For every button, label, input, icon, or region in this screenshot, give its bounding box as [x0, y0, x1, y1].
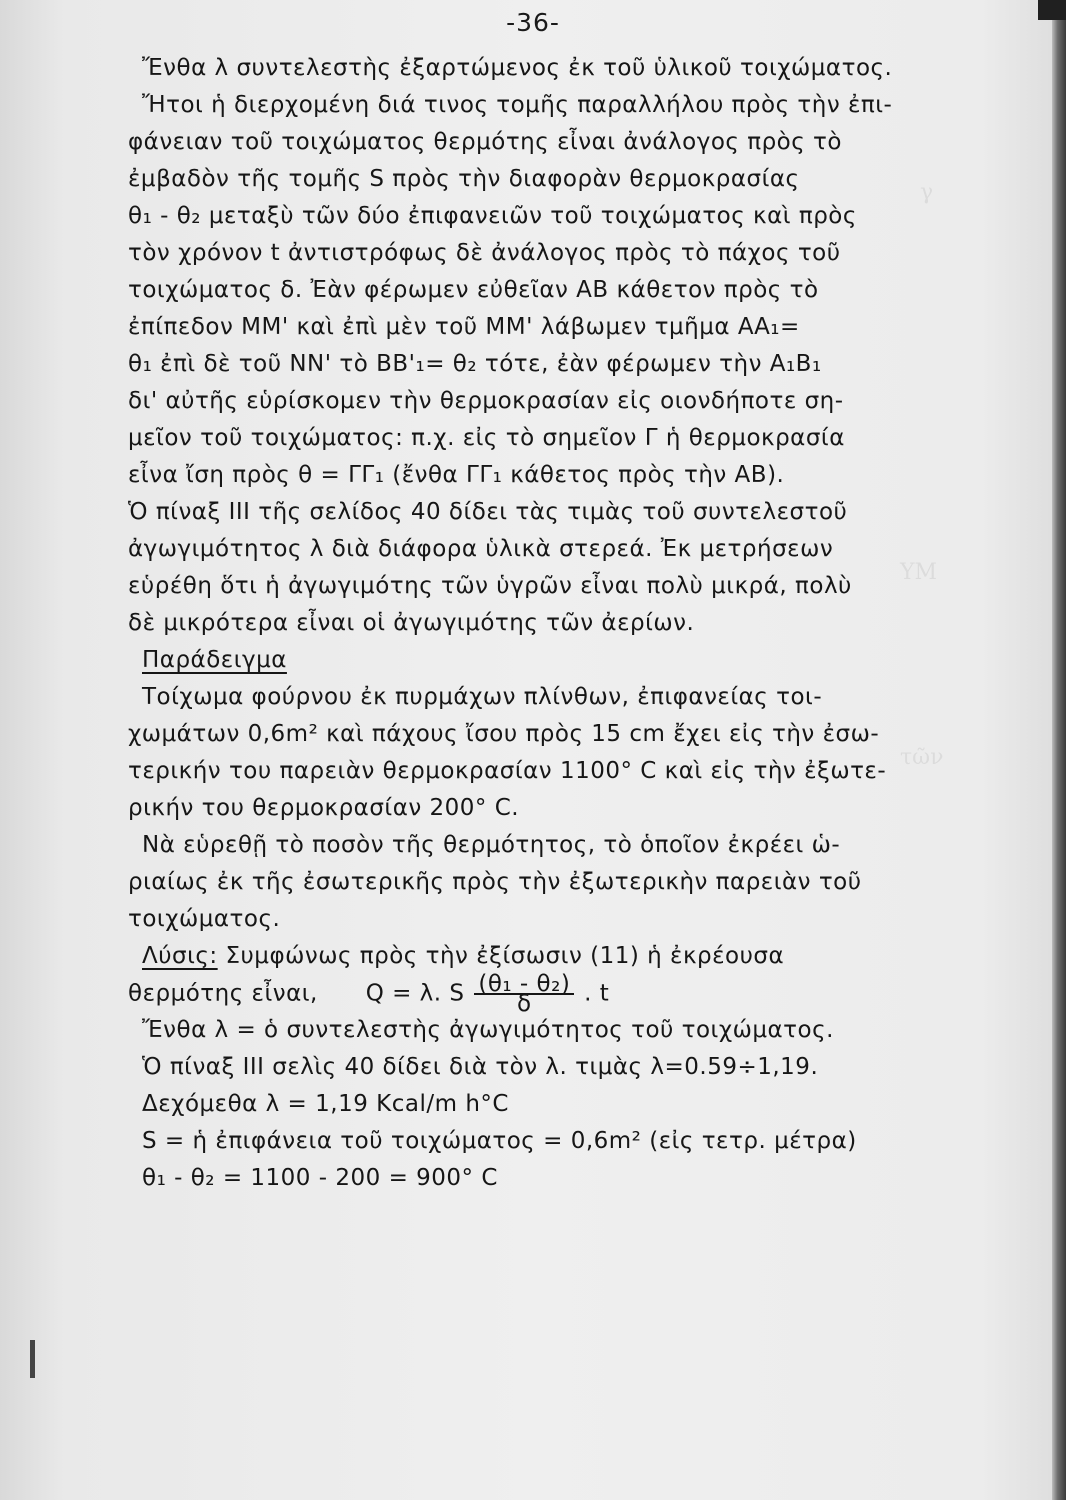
bleed-through: ΥΜ: [900, 560, 938, 585]
text-line: ἐπίπεδον ΜΜ' καὶ ἐπὶ μὲν τοῦ ΜΜ' λάβωμεν τμῆμα ΑΑ₁=: [128, 314, 800, 340]
text-line: Ἤτοι ἡ διερχομένη διά τινος τομῆς παραλλήλου πρὸς τὴν ἐπι-: [142, 92, 893, 118]
formula-denominator: δ: [517, 991, 532, 1017]
text-line: φάνειαν τοῦ τοιχώματος θερμότης εἶναι ἀνάλογος πρὸς τὸ: [128, 129, 842, 155]
bleed-through: τῶν: [900, 745, 944, 770]
solution-line: Δεχόμεθα λ = 1,19 Kcal/m h°C: [142, 1091, 509, 1117]
example-line: τερικήν του παρειὰν θερμοκρασίαν 1100° C καὶ εἰς τὴν ἐξωτε-: [128, 758, 887, 784]
page-right-edge: [1052, 0, 1066, 1500]
example-line: ριαίως ἐκ τῆς ἐσωτερικῆς πρὸς τὴν ἐξωτερικὴν παρειὰν τοῦ: [128, 869, 862, 895]
solution-intro: Συμφώνως πρὸς τὴν ἐξίσωσιν (11) ἡ ἐκρέουσα: [225, 943, 785, 969]
solution-label: Λύσις:: [142, 943, 218, 969]
example-line: Τοίχωμα φούρνου ἐκ πυρμάχων πλίνθων, ἐπιφανείας τοι-: [142, 684, 823, 710]
text-line: Ἔνθα λ συντελεστὴς ἐξαρτώμενος ἐκ τοῦ ὑλικοῦ τοιχώματος.: [142, 55, 893, 81]
solution-line: Ἔνθα λ = ὁ συντελεστὴς ἀγωγιμότητος τοῦ τοιχώματος.: [142, 1017, 834, 1043]
solution-line: θ₁ - θ₂ = 1100 - 200 = 900° C: [142, 1165, 498, 1191]
text-line: ἐμβαδὸν τῆς τομῆς S πρὸς τὴν διαφορὰν θερμοκρασίας: [128, 166, 800, 192]
text-line: δὲ μικρότερα εἶναι οἱ ἀγωγιμότης τῶν ἀερίων.: [128, 610, 695, 636]
heat-formula: [365, 971, 610, 1017]
example-line: ρικήν του θερμοκρασίαν 200° C.: [128, 795, 520, 821]
formula-right: . t: [584, 980, 610, 1007]
solution-line: S = ἡ ἐπιφάνεια τοῦ τοιχώματος = 0,6m² (εἰς τετρ. μέτρα): [142, 1128, 857, 1154]
text-line: θ₁ - θ₂ μεταξὺ τῶν δύο ἐπιφανειῶν τοῦ τοιχώματος καὶ πρὸς: [128, 203, 857, 229]
text-line: τοιχώματος δ. Ἐὰν φέρωμεν εὐθεῖαν ΑΒ κάθετον πρὸς τὸ: [128, 277, 819, 303]
text-line: τὸν χρόνον t ἀντιστρόφως δὲ ἀνάλογος πρὸς τὸ πάχος τοῦ: [128, 240, 841, 266]
text-line: εὑρέθη ὅτι ἡ ἀγωγιμότης τῶν ὑγρῶν εἶναι πολὺ μικρά, πολὺ: [128, 573, 852, 599]
bleed-through: γ: [920, 180, 934, 205]
text-line: εἶνα ἴση πρὸς θ = ΓΓ₁ (ἔνθα ΓΓ₁ κάθετος πρὸς τὴν ΑΒ).: [128, 462, 785, 488]
solution-formula-line: [128, 971, 1028, 1017]
formula-numerator: (θ₁ - θ₂): [474, 975, 574, 995]
handwritten-text-block: [128, 50, 1028, 1197]
margin-mark: [30, 1340, 35, 1378]
example-heading: Παράδειγμα: [142, 647, 287, 673]
formula-fraction: [474, 971, 574, 1017]
text-line: ἀγωγιμότητος λ διὰ διάφορα ὑλικὰ στερεά. Ἐκ μετρήσεων: [128, 536, 834, 562]
formula-left: Q = λ. S: [365, 980, 465, 1007]
text-line: θ₁ ἐπὶ δὲ τοῦ ΝΝ' τὸ ΒΒ'₁= θ₂ τότε, ἐὰν φέρωμεν τὴν Α₁Β₁: [128, 351, 822, 377]
example-line: τοιχώματος.: [128, 906, 281, 932]
solution-text: θερμότης εἶναι,: [128, 980, 318, 1007]
solution-intro-line: [128, 938, 1028, 975]
text-line: δι' αὐτῆς εὑρίσκομεν τὴν θερμοκρασίαν εἰς οιονδήποτε ση-: [128, 388, 844, 414]
text-line: μεῖον τοῦ τοιχώματος: π.χ. εἰς τὸ σημεῖον Γ ἡ θερμοκρασία: [128, 425, 845, 451]
example-line: χωμάτων 0,6m² καὶ πάχους ἴσου πρὸς 15 cm ἔχει εἰς τὴν ἐσω-: [128, 721, 880, 747]
example-line: Νὰ εὑρεθῇ τὸ ποσὸν τῆς θερμότητος, τὸ ὁποῖον ἐκρέει ὡ-: [142, 832, 841, 858]
text-line: Ὁ πίναξ III τῆς σελίδος 40 δίδει τὰς τιμὰς τοῦ συντελεστοῦ: [128, 499, 848, 525]
solution-line: Ὁ πίναξ III σελὶς 40 δίδει διὰ τὸν λ. τιμὰς λ=0.59÷1,19.: [142, 1054, 819, 1080]
page-number: -36-: [506, 8, 560, 37]
